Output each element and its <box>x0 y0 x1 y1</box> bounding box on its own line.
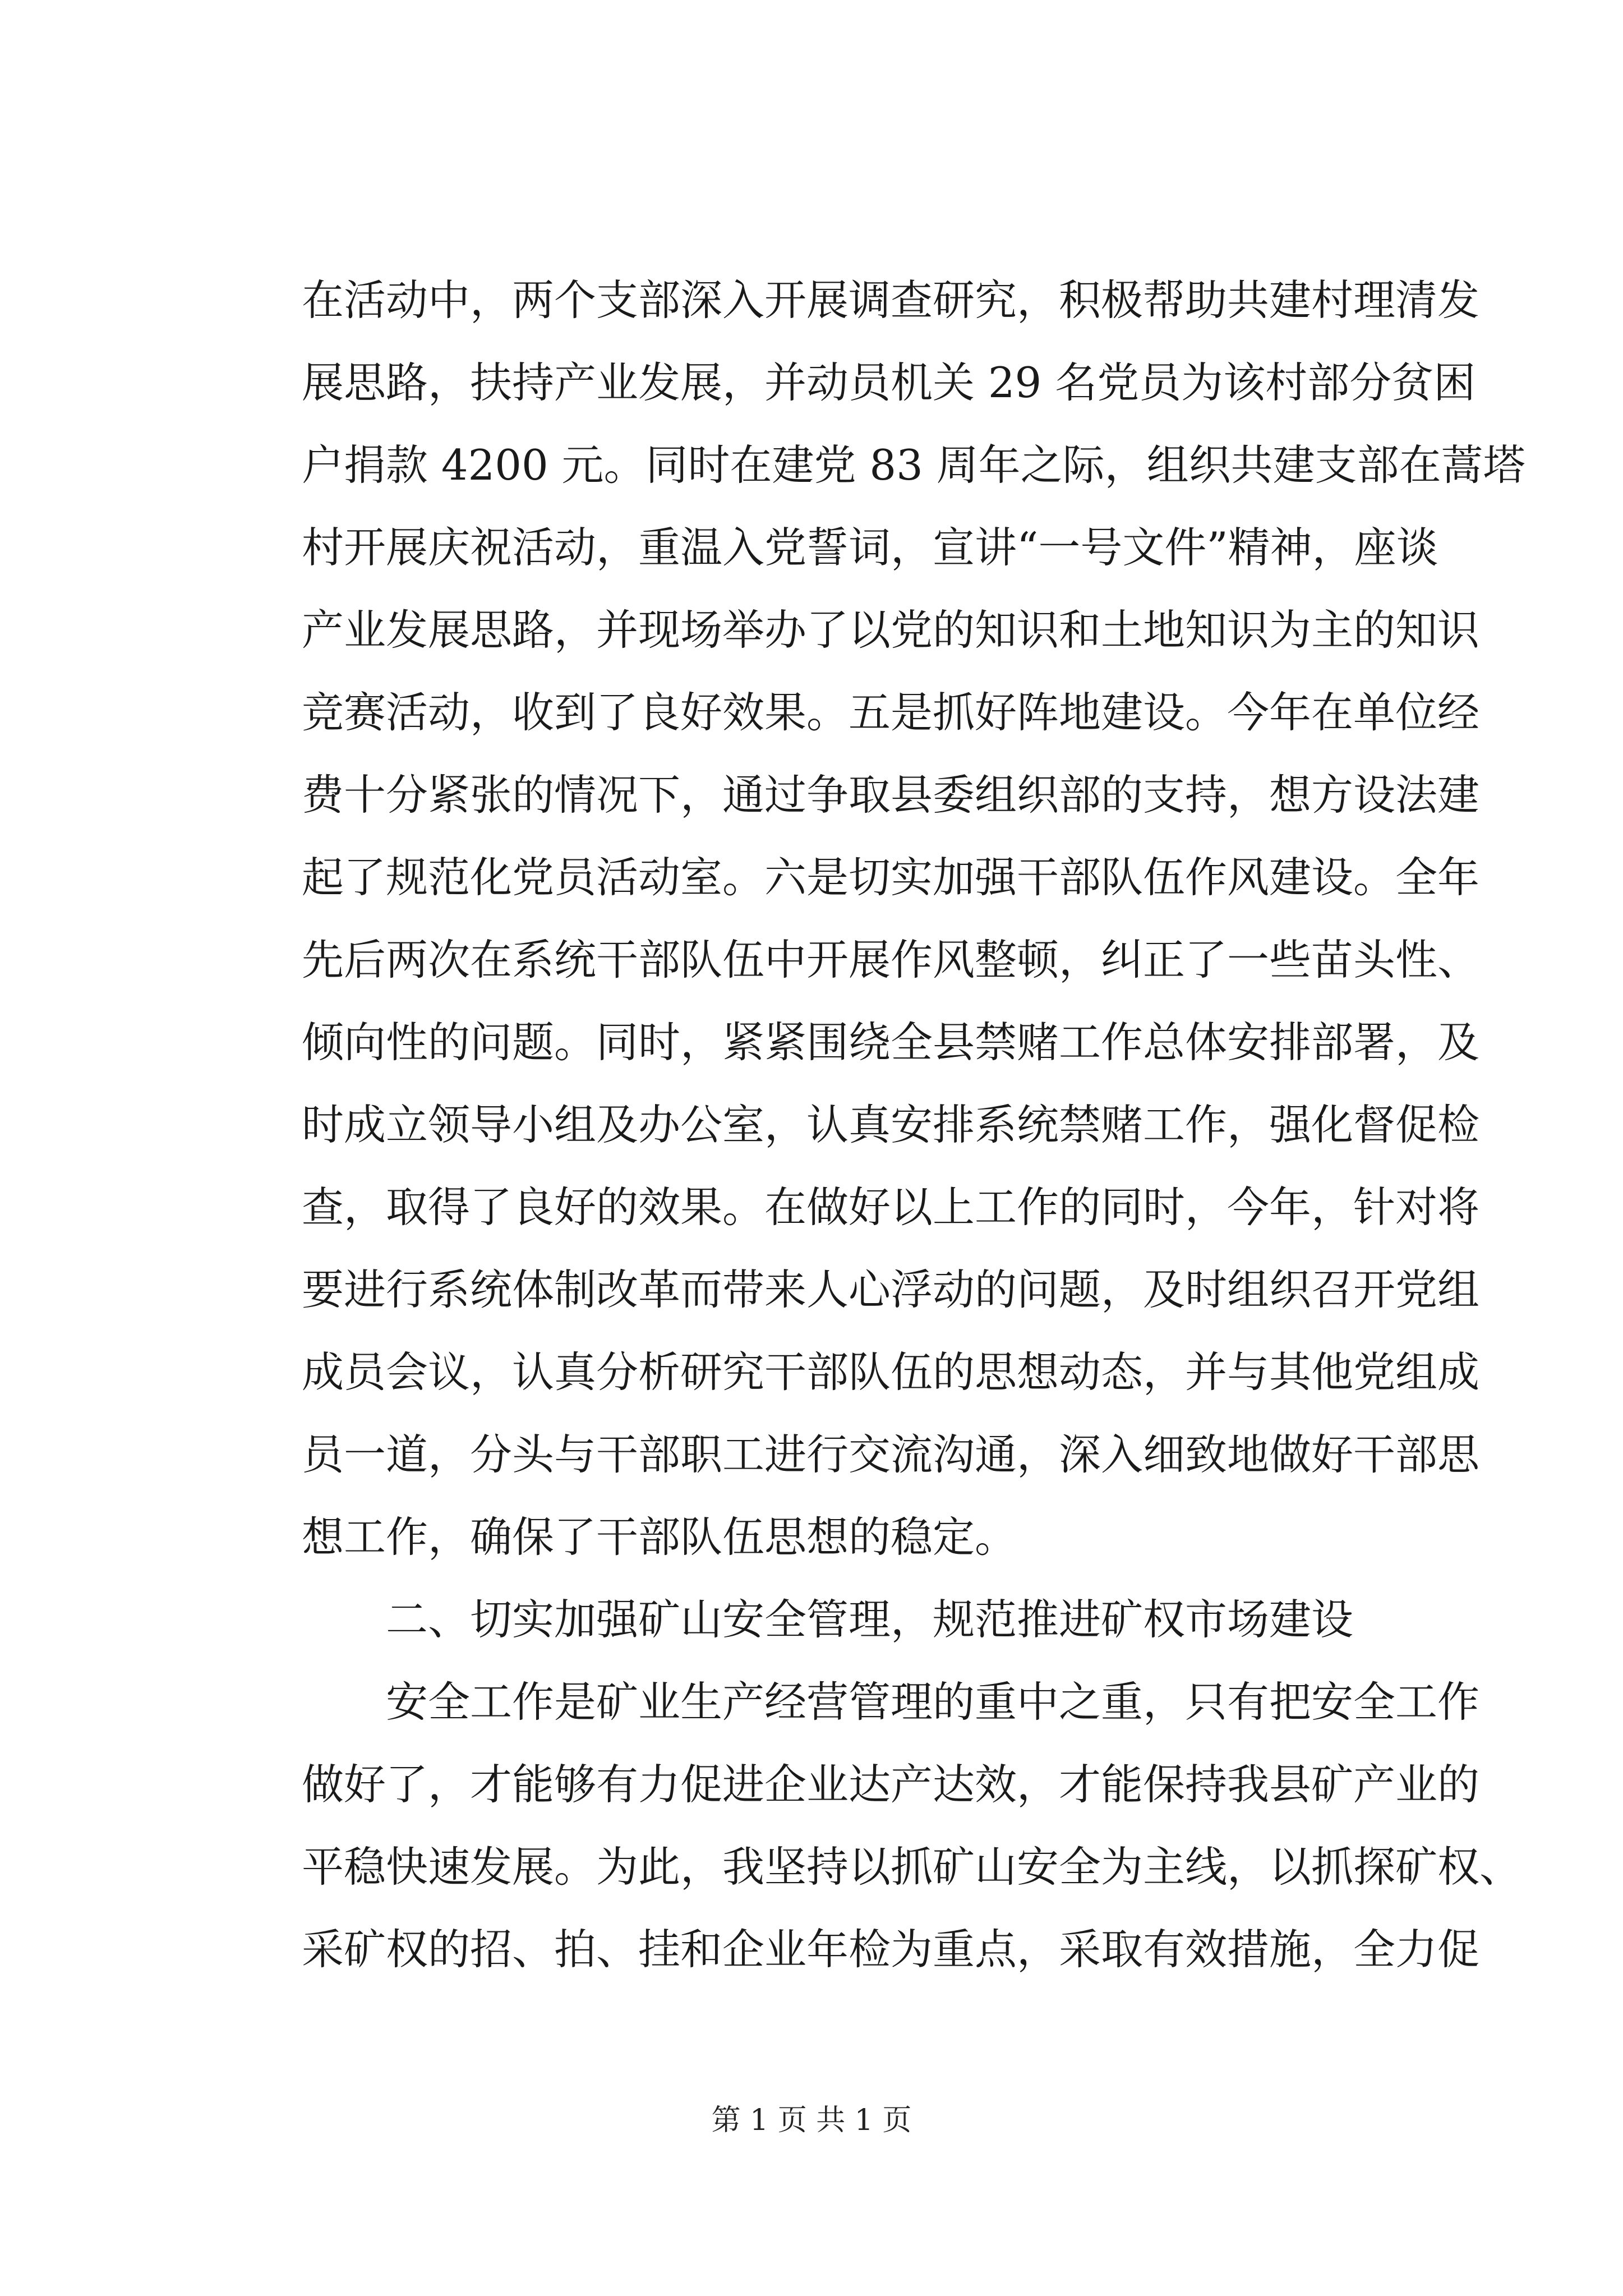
paragraph-line: 费十分紧张的情况下，通过争取县委组织部的支持，想方设法建 <box>302 770 1480 820</box>
paragraph-line: 成员会议，认真分析研究干部队伍的思想动态，并与其他党组成 <box>302 1347 1480 1397</box>
paragraph-line: 平稳快速发展。为此，我坚持以抓矿山安全为主线，以抓探矿权、 <box>302 1842 1522 1892</box>
paragraph-line: 户捐款 4200 元。同时在建党 83 周年之际，组织共建支部在蒿塔 <box>302 440 1525 490</box>
paragraph-line: 采矿权的招、拍、挂和企业年检为重点，采取有效措施，全力促 <box>302 1925 1480 1974</box>
paragraph-line: 在活动中，两个支部深入开展调查研究，积极帮助共建村理清发 <box>302 275 1480 325</box>
paragraph-line: 时成立领导小组及办公室，认真安排系统禁赌工作，强化督促检 <box>302 1100 1480 1149</box>
page-number-footer: 第 1 页 共 1 页 <box>711 2104 912 2137</box>
paragraph-line: 先后两次在系统干部队伍中开展作风整顿，纠正了一些苗头性、 <box>302 935 1480 984</box>
paragraph-line: 产业发展思路，并现场举办了以党的知识和土地知识为主的知识 <box>302 605 1480 655</box>
section-heading: 二、切实加强矿山安全管理，规范推进矿权市场建设 <box>386 1595 1354 1644</box>
document-body <box>302 259 1525 1991</box>
paragraph-line: 村开展庆祝活动，重温入党誓词，宣讲“一号文件”精神，座谈 <box>302 523 1438 572</box>
paragraph-line: 做好了，才能够有力促进企业达产达效，才能保持我县矿产业的 <box>302 1760 1480 1809</box>
paragraph-line: 起了规范化党员活动室。六是切实加强干部队伍作风建设。全年 <box>302 853 1480 902</box>
paragraph-line: 查，取得了良好的效果。在做好以上工作的同时，今年，针对将 <box>302 1182 1480 1232</box>
paragraph-line: 想工作，确保了干部队伍思想的稳定。 <box>302 1512 1017 1562</box>
paragraph-line: 倾向性的问题。同时，紧紧围绕全县禁赌工作总体安排部署，及 <box>302 1018 1480 1067</box>
paragraph-line: 展思路，扶持产业发展，并动员机关 29 名党员为该村部分贫困 <box>302 358 1476 407</box>
paragraph-line: 安全工作是矿业生产经营管理的重中之重，只有把安全工作 <box>386 1677 1480 1727</box>
paragraph-line: 竞赛活动，收到了良好效果。五是抓好阵地建设。今年在单位经 <box>302 688 1480 737</box>
paragraph-line: 要进行系统体制改革而带来人心浮动的问题，及时组织召开党组 <box>302 1265 1480 1314</box>
paragraph-line: 员一道，分头与干部职工进行交流沟通，深入细致地做好干部思 <box>302 1430 1480 1479</box>
